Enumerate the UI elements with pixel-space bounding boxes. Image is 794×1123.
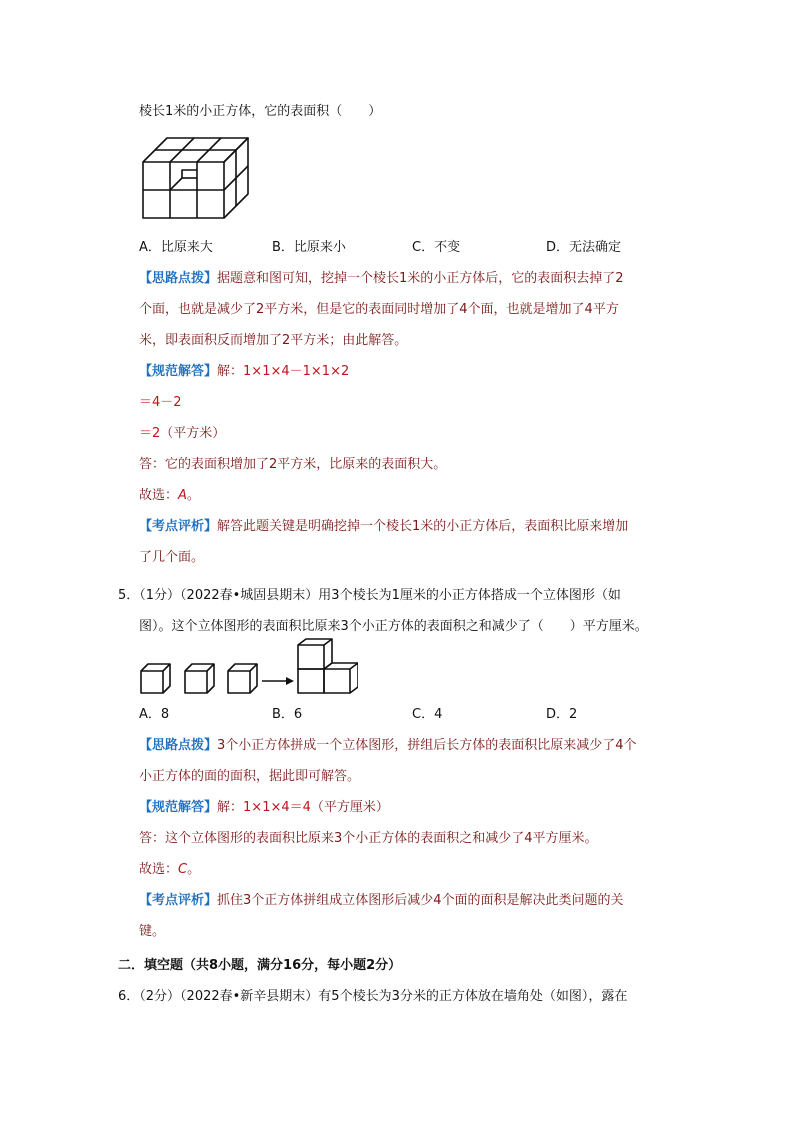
q5-stem-line1: 5．（1分）（2022春•城固县期末）用3个棱长为1厘米的小正方体搭成一个立体图形（如 — [118, 588, 621, 603]
q4-solution: 【规范解答】解：1×1×4－1×1×2 — [139, 364, 350, 379]
q5-idea-line2: 小正方体的面的面积，据此即可解答。 — [139, 769, 361, 784]
q5-review-label: 【考点评析】 — [139, 893, 218, 908]
q5-cubes-figure — [138, 638, 358, 696]
q4-idea-line1: 【思路点拨】据题意和图可知，挖掉一个棱长1米的小正方体后，它的表面积去掉了2 — [139, 271, 624, 286]
q4-review-label: 【考点评析】 — [139, 519, 218, 534]
section2-title: 二．填空题（共8小题，满分16分，每小题2分） — [118, 958, 402, 973]
q4-solution-step2: ＝2（平方米） — [139, 426, 226, 441]
q4-option-a[interactable]: A．比原来大 — [139, 240, 213, 255]
q5-idea-line1: 【思路点拨】3个小正方体拼成一个立体图形，拼组后长方体的表面积比原来减少了4个 — [139, 738, 637, 753]
q4-idea-label: 【思路点拨】 — [139, 271, 218, 286]
q5-review-line1: 【考点评析】抓住3个正方体拼组成立体图形后减少4个面的面积是解决此类问题的关 — [139, 893, 624, 908]
q5-solution-label: 【规范解答】 — [139, 800, 218, 815]
q5-option-b[interactable]: B．6 — [272, 707, 303, 722]
q4-solution-step1: ＝4－2 — [139, 395, 182, 410]
q5-idea-label: 【思路点拨】 — [139, 738, 218, 753]
q4-review-line2: 了几个面。 — [139, 550, 205, 565]
q4-answer: 答：它的表面积增加了2平方米，比原来的表面积大。 — [139, 457, 447, 472]
q4-option-d[interactable]: D．无法确定 — [546, 240, 622, 255]
q5-stem-line2: 图）。这个立体图形的表面积比原来3个小正方体的表面积之和减少了（ ）平方厘米。 — [139, 619, 648, 634]
q5-option-a[interactable]: A．8 — [139, 707, 170, 722]
q4-idea-line3: 米，即表面积反而增加了2平方米；由此解答。 — [139, 333, 408, 348]
q4-option-b[interactable]: B．比原来小 — [272, 240, 346, 255]
q4-idea-line2: 个面，也就是减少了2平方米，但是它的表面同时增加了4个面，也就是增加了4平方 — [139, 302, 619, 317]
q5-option-c[interactable]: C．4 — [412, 707, 443, 722]
q4-review-line1: 【考点评析】解答此题关键是明确挖掉一个棱长1米的小正方体后，表面积比原来增加 — [139, 519, 629, 534]
q4-cube-figure — [140, 130, 260, 222]
q4-solution-label: 【规范解答】 — [139, 364, 218, 379]
q4-option-c[interactable]: C．不变 — [412, 240, 461, 255]
q5-option-d[interactable]: D．2 — [546, 707, 578, 722]
q4-choice: 故选：A。 — [139, 488, 200, 503]
q4-stem: 棱长1米的小正方体，它的表面积（ ） — [139, 104, 382, 119]
q5-answer: 答：这个立体图形的表面积比原来3个小正方体的表面积之和减少了4平方厘米。 — [139, 831, 598, 846]
q5-solution: 【规范解答】解：1×1×4＝4（平方厘米） — [139, 800, 389, 815]
q5-choice: 故选：C。 — [139, 862, 201, 877]
q6-stem-line1: 6．（2分）（2022春•新辛县期末）有5个棱长为3分米的正方体放在墙角处（如图），露在 — [118, 989, 628, 1004]
q5-review-line2: 键。 — [139, 924, 166, 939]
